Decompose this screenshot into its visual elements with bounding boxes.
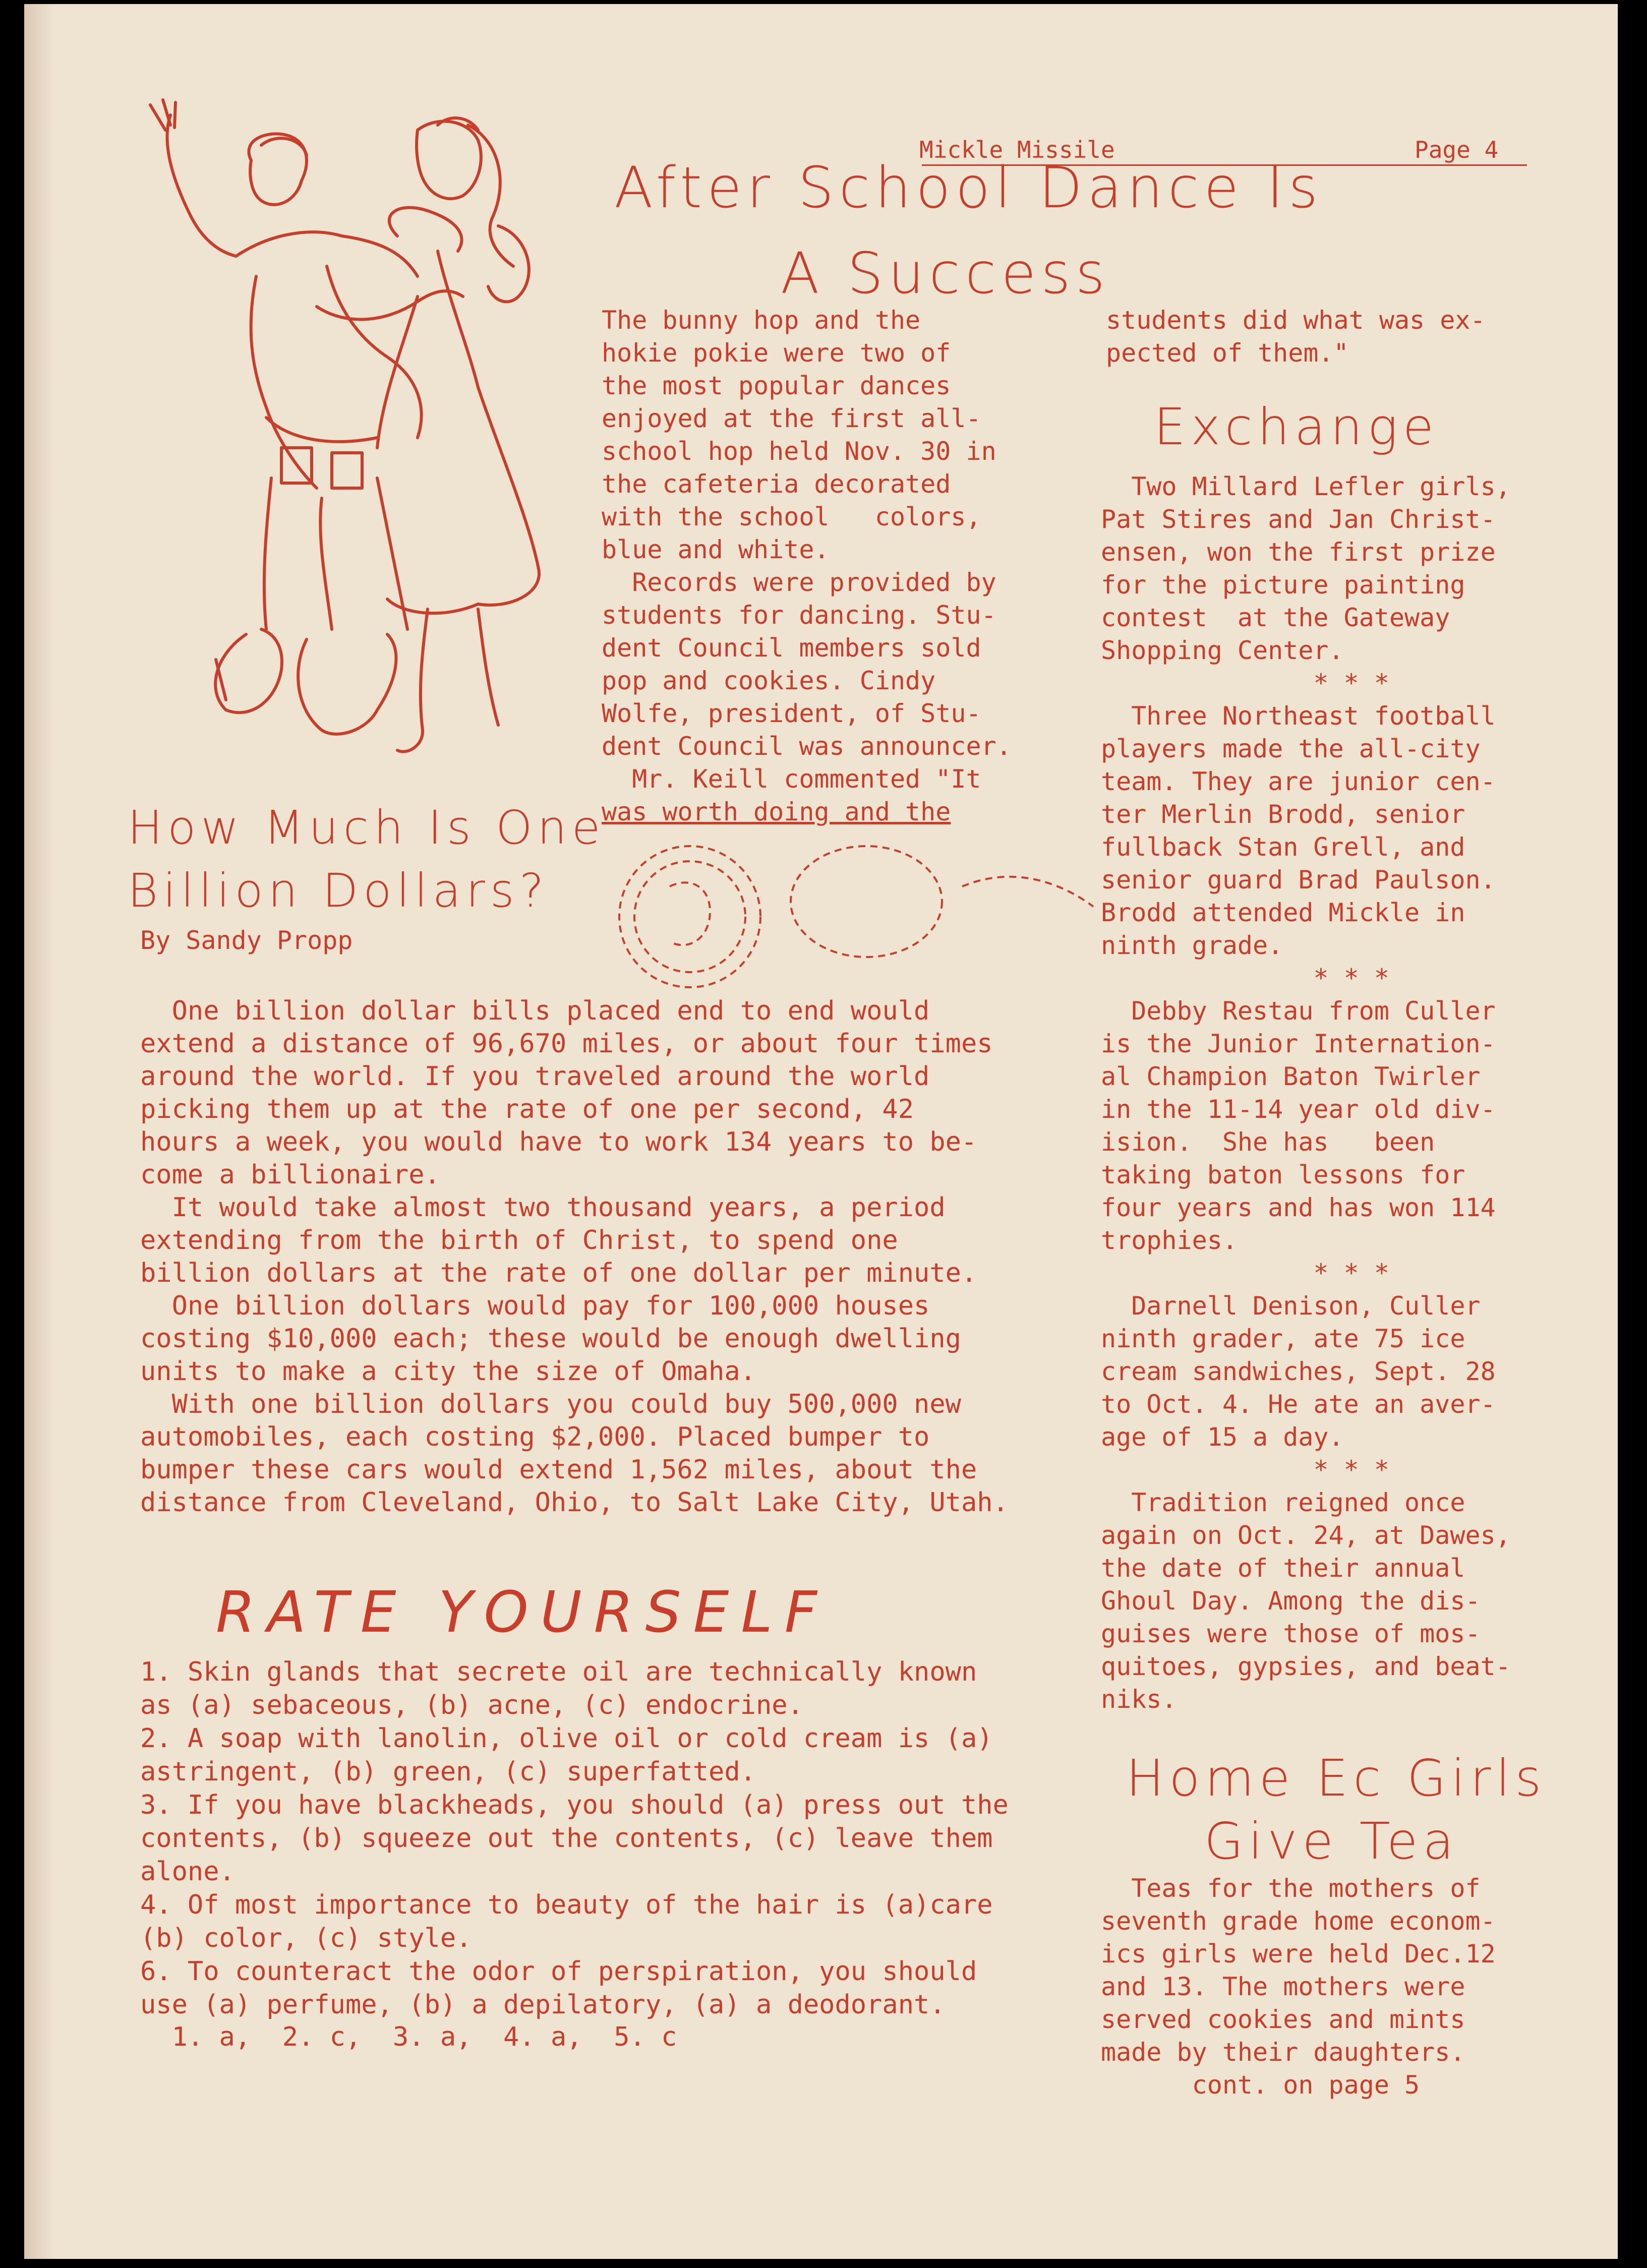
page-number: Page 4 <box>1415 136 1499 163</box>
rate-yourself-headline: RATE YOURSELF <box>216 1580 830 1645</box>
billion-article-text: One billion dollar bills placed end to end would extend a distance of 96,670 miles, or about four times around the world. If you traveled around the world picking them up at the rate of one per second, 42 hours a week, you would have to work 134 years to be- come a billionaire. It would take almost two thousand years, a period extending from the birth of Christ, to spend one billion dollars at the rate of one dollar per minute. One billion dollars would pay for 100,000 houses costing $10,000 each; these would be enough dwelling units to make a city the size of Omaha. With one billion dollars you could buy 500,000 new automobiles, each costing $2,000. Placed bumper to bumper these cars would extend 1,562 miles, about the distance from Cleveland, Ohio, to Salt Lake City, Utah. <box>140 996 1009 1518</box>
billion-headline-1: How Much Is One <box>128 801 606 855</box>
newsletter-page <box>24 4 1618 2259</box>
dancing-couple-illustration <box>115 85 569 781</box>
rate-yourself-answers: 1. a, 2. c, 3. a, 4. a, 5. c <box>140 2022 677 2052</box>
exchange-article-text: Two Millard Lefler girls, Pat Stires and Jan Christ- ensen, won the first prize for the picture painting contest at the Gateway Shopping Center. * * * Three Northeast football players made the all-city team. They are junior cen- ter Merlin Brodd, senior fullback Stan Grell, and senior guard Brad Paulson. Brodd attended Mickle in ninth grade. * * * Debby Restau from Culler is the Junior Internation- al Champion Baton Twirler in the 11-14 year old div- ision. She has been taking baton lessons for four years and has won 114 trophies. * * * Darnell Denison, Culler ninth grader, ate 75 ice cream sandwiches, Sept. 28 to Oct. 4. He ate an aver- age of 15 a day. * * * Tradition reigned once again on Oct. 24, at Dawes, the date of their annual Ghoul Day. Among the dis- guises were those of mos- quitoes, gypsies, and beat- niks. <box>1101 472 1511 1714</box>
billion-headline-2: Billion Dollars? <box>128 864 549 918</box>
dance-headline-2: A Success <box>781 241 1110 307</box>
tea-headline-2: Give Tea <box>1204 1812 1459 1871</box>
dance-article-text: The bunny hop and the hokie pokie were two of the most popular dances enjoyed at the first all- school hop held Nov. 30 in the cafeteria decorated with the school colors, blue and white. Records were provided by students for dancing. Stu- dent Council members sold pop and cookies. Cindy Wolfe, president, of Stu- dent Council was announcer. Mr. Keill commented "It <box>602 306 1012 794</box>
dance-article-continuation: students did what was ex- pected of them." <box>1106 306 1486 368</box>
rate-yourself-quiz: 1. Skin glands that secrete oil are technically known as (a) sebaceous, (b) acne, (c) endocrine. 2. A soap with lanolin, olive oil or cold cream is (a) astringent, (b) green, (c) superfatted. 3. If you have blackheads, you should (a) press out the contents, (b) squeeze out the contents, (c) leave them alone. 4. Of most importance to beauty of the hair is (a)care (b) color, (c) style. 6. To counteract the odor of perspiration, you should use (a) perfume, (b) a depilatory, (a) a deodorant. <box>140 1657 1009 2020</box>
tea-article-text: Teas for the mothers of seventh grade home econom- ics girls were held Dec.12 and 13. The mothers were served cookies and mints made by their daughters. cont. on page 5 <box>1101 1874 1496 2100</box>
exchange-headline: Exchange <box>1154 397 1439 456</box>
tea-headline-1: Home Ec Girls <box>1126 1749 1547 1808</box>
dance-headline-1: After School Dance Is <box>614 155 1323 221</box>
paper-name: Mickle Missile <box>919 136 1115 163</box>
billion-byline: By Sandy Propp <box>140 926 353 955</box>
dance-article-underlined-text: was worth doing and the <box>602 797 951 826</box>
coin-stamp-illustration <box>569 831 1098 997</box>
